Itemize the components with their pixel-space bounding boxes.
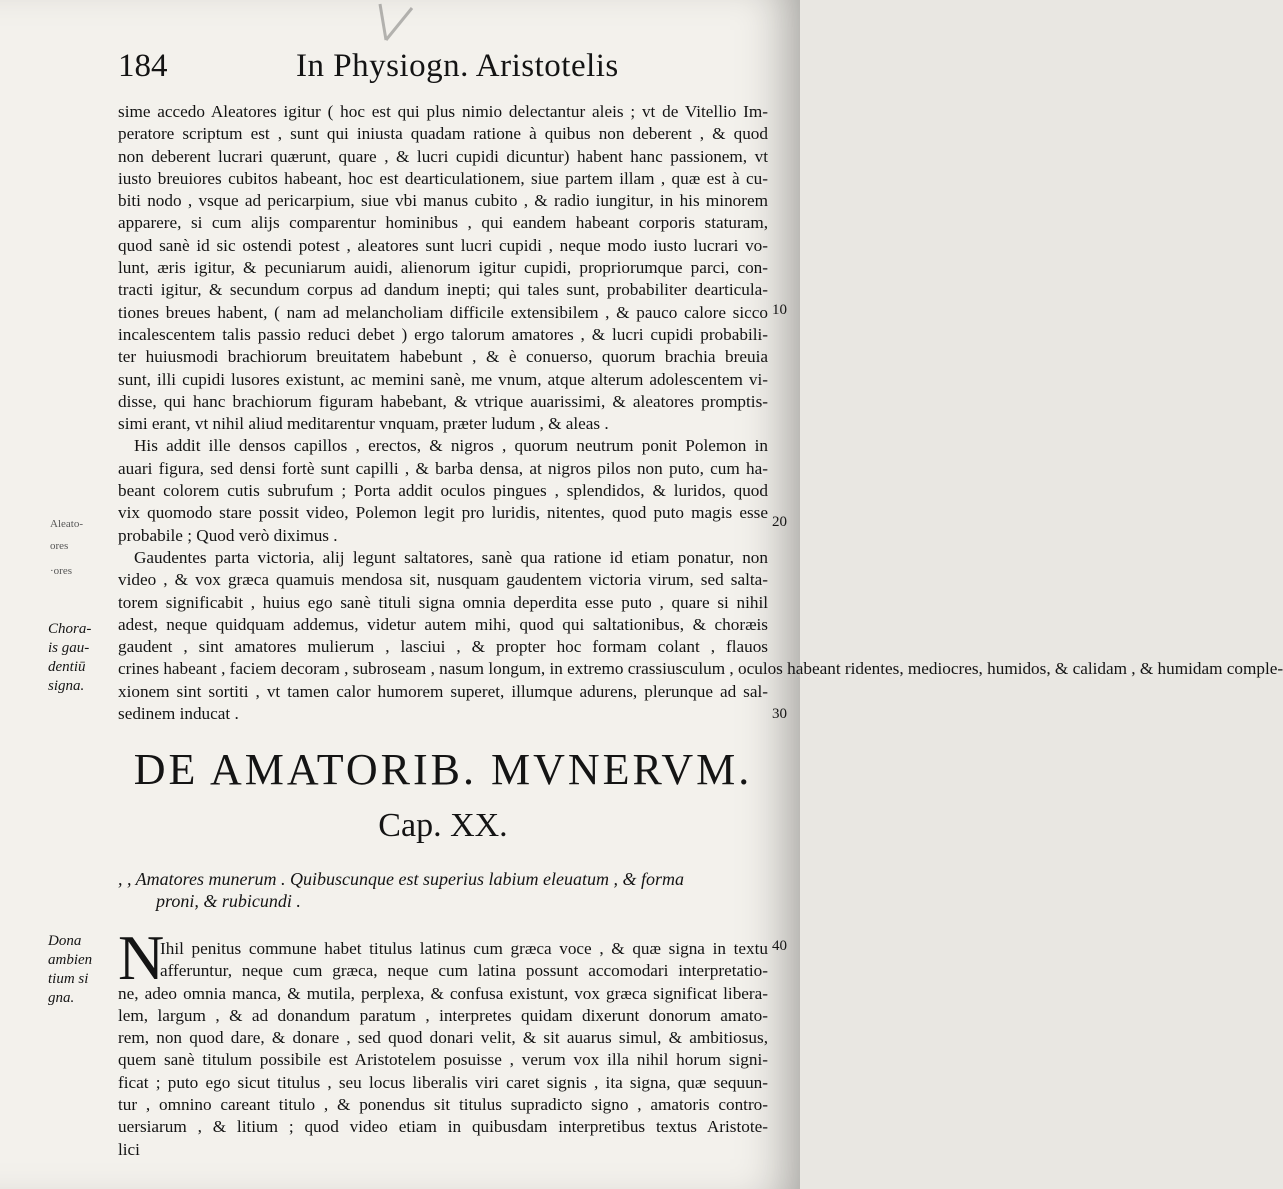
text-line: video , & vox græca quamuis mendosa sit, nusquam gaudentem victoria virum, sed salta- (118, 570, 768, 590)
text-line: incalescentem talis passio reduci debet ) ergo talorum amatores , & lucri cupidi probabili- (118, 324, 768, 344)
margin-note-line: dentiū (48, 659, 86, 675)
text-line: sunt, illi cupidi lusores existunt, ac memini sanè, me vnum, atque alterum adolescentem vi- (118, 369, 768, 389)
text-line: apparere, si cum alijs comparentur hominibus , qui eandem habeant corporis staturam, (118, 213, 768, 233)
margin-note-line: is gau- (48, 640, 90, 656)
margin-fragment: Aleato- (50, 518, 83, 530)
text-line: His addit ille densos capillos , erectos, & nigros , quorum neutrum ponit Polemon in (134, 436, 768, 456)
text-line: sime accedo Aleatores igitur ( hoc est qui plus nimio delectantur aleis ; vt de Vitellio Im- (118, 102, 768, 121)
text-line: tracti igitur, & secundum corpus ad dandum inepti; qui tales sunt, probabiliter dearticula- (118, 280, 768, 300)
text-line: biti nodo , vsque ad pericarpium, siue vbi manus cubito , & radio iungitur, in his minorem (118, 191, 768, 211)
text-line: adest, neque quidquam addemus, videtur autem mihi, quod qui saltationibus, & choræis (118, 614, 768, 634)
text-line: ne, adeo omnia manca, & mutila, perplexa, & confusa existunt, vox græca significat libera- (118, 983, 768, 1003)
section-title: DE AMATORIB. MVNERVM. (133, 745, 753, 794)
text-line: lem, largum , & ad donandum paratum , interpretes quidam dixerunt donorum amato- (118, 1005, 768, 1025)
paragraph-capilli (118, 435, 768, 546)
line-number-40: 40 (772, 938, 787, 954)
text-line: sedinem inducat . (118, 704, 239, 724)
text-line: ficat ; puto ego sicut titulus , seu locus liberalis viri caret signis , ita signa, quæ sequun- (118, 1072, 768, 1092)
margin-note-line: Dona (48, 933, 82, 949)
margin-note-line: tium si (48, 971, 89, 987)
text-line: xionem sint sortiti , vt tamen calor humorem superet, illumque adurens, plerunque ad sal- (118, 681, 768, 701)
text-line: iusto breuiores cubitos habeant, hoc est dearticulationem, siue partem illam , quæ est à cu- (118, 168, 768, 188)
text-line: vix quomodo stare possit video, Polemon legit pro luridis, nitentes, quod puto magis esse (118, 503, 768, 523)
lemma-quote (118, 868, 768, 912)
text-line: lici (118, 1139, 140, 1159)
margin-note-chorea (48, 620, 116, 696)
text-line: disse, qui hanc brachiorum figuram habebant, & vtrique auarissimi, & aleatores promptis- (118, 391, 768, 411)
text-line: beant colorem cutis subrufum ; Porta addit oculos pingues , splendidos, & luridos, quod (118, 481, 768, 501)
text-line: peratore scriptum est , sunt qui iniusta quadam ratione à quibus non deberent , & quod (118, 124, 768, 144)
text-line: auari figura, sed densi fortè sunt capilli , & barba densa, at nigros pilos non puto, cum ha- (118, 458, 768, 478)
text-line: uersiarum , & litium ; quod video etiam in quibusdam interpretibus textus Aristote- (118, 1117, 768, 1137)
margin-note-line: Chora- (48, 621, 92, 637)
margin-note-line: gna. (48, 990, 75, 1006)
line-number-10: 10 (772, 302, 787, 318)
paragraph-nihil (118, 938, 768, 1161)
text-line: afferuntur, neque cum græca, neque cum latina possunt accomodari interpretatio- (160, 961, 768, 981)
text-line: tiones breues habent, ( nam ad melancholiam difficile extensibilem , & pauco calore sicco (118, 302, 768, 322)
page-header (118, 48, 768, 94)
line-number-20: 20 (772, 514, 787, 530)
text-line: Ihil penitus commune habet titulus latinus cum græca voce , & quæ signa in textu (160, 939, 768, 958)
text-line: simi erant, vt nihil aliud meditarentur vnquam, præter ludum , & aleas . (118, 414, 609, 434)
text-line: probabile ; Quod verò diximus . (118, 525, 338, 545)
text-line: quod sanè id sic ostendi potest , aleatores sunt lucri cupidi , neque modo iusto lucrari vo- (118, 235, 768, 255)
line-number-30: 30 (772, 706, 787, 722)
margin-note-line: ambien (48, 952, 93, 968)
commentary-text-block (118, 938, 768, 1161)
lemma-line: , , Amatores munerum . Quibuscunque est superius labium eleuatum , & forma (118, 869, 684, 889)
text-line: non deberent lucrari quærunt, quare , & lucri cupidi dicuntur) habent hanc passionem, vt (118, 146, 768, 166)
text-line: gaudent , sint amatores mulierum , lasciui , & propter hoc formam colant , flauos (118, 637, 768, 657)
pen-mark (372, 0, 432, 50)
text-line: lunt, æris igitur, & pecuniarum auidi, alienorum igitur cupidi, propriorumque parci, con- (118, 258, 768, 278)
paragraph-aleatores (118, 101, 768, 435)
lemma-line: proni, & rubicundi . (156, 891, 301, 911)
margin-fragment: ores (50, 540, 69, 552)
text-line: Gaudentes parta victoria, alij legunt saltatores, sanè qua ratione id etiam ponatur, non (134, 547, 768, 567)
text-line: torem significabit , huius ego sanè tituli signa omnia deperdita esse puto , quare si nihil (118, 592, 768, 612)
text-line: quem sanè titulum possibile est Aristotelem posuisse , verum vox illa nihil horum signi- (118, 1050, 768, 1070)
text-line: crines habeant , faciem decoram , subroseam , nasum longum, in extremo crassiusculum , oculos habeant ridentes, mediocres, humidos, & calidam , & humidam comple- (118, 659, 1283, 679)
chapter-heading: Cap. XX. (378, 807, 508, 844)
margin-note-line: signa. (48, 678, 85, 694)
margin-fragment: ·ores (50, 565, 72, 577)
margin-note-dona (48, 932, 116, 1008)
running-title: In Physiogn. Aristotelis (296, 48, 619, 84)
page-number: 184 (118, 48, 168, 84)
drop-cap: N (118, 922, 165, 993)
text-line: tur , omnino careant titulo , & ponendus sit titulus supradicto signo , amatoris contro- (118, 1095, 768, 1115)
text-line: rem, non quod dare, & donare , sed quod donari velit, & sit auarus simul, & ambitiosus, (118, 1028, 768, 1048)
text-line: ter huiusmodi brachiorum breuitatem habebunt , & è conuerso, quorum brachia breuia (118, 347, 768, 367)
